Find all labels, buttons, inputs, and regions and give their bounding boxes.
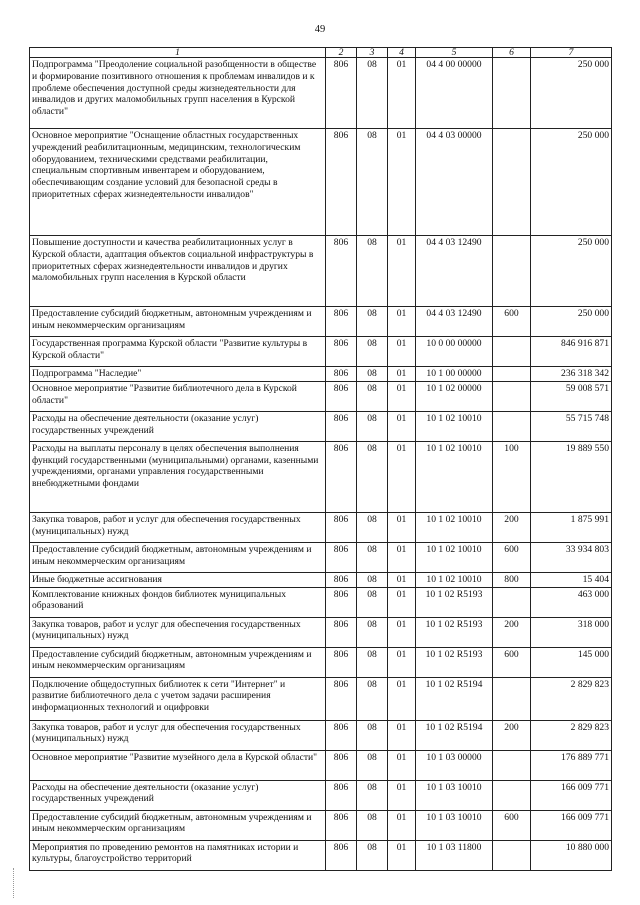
target-article-code: 04 4 03 00000 <box>416 129 493 236</box>
target-article-code: 10 1 02 R5194 <box>416 677 493 720</box>
subsection-code: 01 <box>388 307 416 337</box>
col-header-5: 5 <box>416 48 493 58</box>
section-code: 08 <box>357 572 388 587</box>
expense-type-code <box>493 367 531 382</box>
row-description: Расходы на обеспечение деятельности (оказание услуг) государственных учреждений <box>30 411 326 441</box>
amount: 176 889 771 <box>531 750 612 780</box>
expense-type-code <box>493 677 531 720</box>
section-code: 08 <box>357 780 388 810</box>
page-number: 49 <box>314 24 326 35</box>
subsection-code: 01 <box>388 367 416 382</box>
col-header-7: 7 <box>531 48 612 58</box>
amount: 33 934 803 <box>531 542 612 572</box>
amount: 55 715 748 <box>531 411 612 441</box>
row-description: Закупка товаров, работ и услуг для обеспечения государственных (муниципальных) нужд <box>30 720 326 750</box>
amount: 2 829 823 <box>531 677 612 720</box>
section-code: 08 <box>357 129 388 236</box>
target-article-code: 10 1 02 10010 <box>416 441 493 512</box>
section-code: 08 <box>357 617 388 647</box>
amount: 15 404 <box>531 572 612 587</box>
budget-table <box>29 47 612 871</box>
subsection-code: 01 <box>388 441 416 512</box>
expense-type-code <box>493 780 531 810</box>
row-description: Подпрограмма "Наследие" <box>30 367 326 382</box>
section-code: 08 <box>357 587 388 617</box>
target-article-code: 10 1 02 R5193 <box>416 587 493 617</box>
amount: 166 009 771 <box>531 810 612 840</box>
table-row <box>30 587 612 617</box>
subsection-code: 01 <box>388 720 416 750</box>
amount: 250 000 <box>531 307 612 337</box>
row-description: Закупка товаров, работ и услуг для обеспечения государственных (муниципальных) нужд <box>30 617 326 647</box>
table-row <box>30 780 612 810</box>
expense-type-code <box>493 587 531 617</box>
subsection-code: 01 <box>388 381 416 411</box>
amount: 19 889 550 <box>531 441 612 512</box>
target-article-code: 10 1 02 10010 <box>416 542 493 572</box>
row-description: Подпрограмма "Преодоление социальной разобщенности в обществе и формирование позитивного отношения к проблемам инвалидов и к проблеме обеспечения доступной среды жизнедеятельности для инвалидов и других маломобильных групп населения в Курской области" <box>30 58 326 129</box>
ministry-code: 806 <box>326 441 357 512</box>
column-number-row <box>30 48 612 58</box>
target-article-code: 10 1 03 10010 <box>416 810 493 840</box>
row-description: Закупка товаров, работ и услуг для обеспечения государственных (муниципальных) нужд <box>30 512 326 542</box>
table-row <box>30 367 612 382</box>
row-description: Комплектование книжных фондов библиотек муниципальных образований <box>30 587 326 617</box>
ministry-code: 806 <box>326 840 357 870</box>
subsection-code: 01 <box>388 840 416 870</box>
ministry-code: 806 <box>326 810 357 840</box>
subsection-code: 01 <box>388 677 416 720</box>
ministry-code: 806 <box>326 750 357 780</box>
amount: 236 318 342 <box>531 367 612 382</box>
section-code: 08 <box>357 367 388 382</box>
row-description: Расходы на обеспечение деятельности (оказание услуг) государственных учреждений <box>30 780 326 810</box>
ministry-code: 806 <box>326 572 357 587</box>
table-row <box>30 58 612 129</box>
target-article-code: 10 1 03 00000 <box>416 750 493 780</box>
ministry-code: 806 <box>326 780 357 810</box>
row-description: Государственная программа Курской области "Развитие культуры в Курской области" <box>30 337 326 367</box>
col-header-4: 4 <box>388 48 416 58</box>
section-code: 08 <box>357 512 388 542</box>
expense-type-code <box>493 750 531 780</box>
subsection-code: 01 <box>388 780 416 810</box>
amount: 166 009 771 <box>531 780 612 810</box>
amount: 145 000 <box>531 647 612 677</box>
expense-type-code <box>493 129 531 236</box>
table-row <box>30 441 612 512</box>
row-description: Повышение доступности и качества реабилитационных услуг в Курской области, адаптация объектов социальной инфраструктуры в приоритетных сферах жизнедеятельности инвалидов и других маломобильных групп населения в Курской области <box>30 236 326 307</box>
subsection-code: 01 <box>388 512 416 542</box>
expense-type-code: 200 <box>493 512 531 542</box>
amount: 318 000 <box>531 617 612 647</box>
col-header-2: 2 <box>326 48 357 58</box>
ministry-code: 806 <box>326 129 357 236</box>
target-article-code: 10 1 03 11800 <box>416 840 493 870</box>
scan-margin-mark <box>13 868 15 898</box>
section-code: 08 <box>357 647 388 677</box>
table-row <box>30 129 612 236</box>
table-row <box>30 411 612 441</box>
table-row <box>30 572 612 587</box>
table-row <box>30 381 612 411</box>
ministry-code: 806 <box>326 337 357 367</box>
table-row <box>30 840 612 870</box>
row-description: Мероприятия по проведению ремонтов на памятниках истории и культуры, благоустройство территорий <box>30 840 326 870</box>
subsection-code: 01 <box>388 647 416 677</box>
ministry-code: 806 <box>326 512 357 542</box>
row-description: Иные бюджетные ассигнования <box>30 572 326 587</box>
table-row <box>30 512 612 542</box>
target-article-code: 04 4 00 00000 <box>416 58 493 129</box>
expense-type-code <box>493 236 531 307</box>
expense-type-code <box>493 337 531 367</box>
amount: 463 000 <box>531 587 612 617</box>
expense-type-code <box>493 411 531 441</box>
subsection-code: 01 <box>388 587 416 617</box>
target-article-code: 10 1 02 R5193 <box>416 647 493 677</box>
section-code: 08 <box>357 810 388 840</box>
table-row <box>30 307 612 337</box>
row-description: Предоставление субсидий бюджетным, автономным учреждениям и иным некоммерческим организациям <box>30 810 326 840</box>
section-code: 08 <box>357 750 388 780</box>
amount: 846 916 871 <box>531 337 612 367</box>
expense-type-code: 600 <box>493 810 531 840</box>
amount: 250 000 <box>531 129 612 236</box>
expense-type-code: 600 <box>493 542 531 572</box>
subsection-code: 01 <box>388 542 416 572</box>
expense-type-code: 200 <box>493 617 531 647</box>
ministry-code: 806 <box>326 367 357 382</box>
target-article-code: 10 1 03 10010 <box>416 780 493 810</box>
amount: 250 000 <box>531 58 612 129</box>
section-code: 08 <box>357 307 388 337</box>
target-article-code: 10 1 02 R5194 <box>416 720 493 750</box>
ministry-code: 806 <box>326 677 357 720</box>
section-code: 08 <box>357 337 388 367</box>
section-code: 08 <box>357 411 388 441</box>
row-description: Подключение общедоступных библиотек к сети "Интернет" и развитие библиотечного дела с учетом задачи расширения информационных технологий и оцифровки <box>30 677 326 720</box>
target-article-code: 10 0 00 00000 <box>416 337 493 367</box>
row-description: Основное мероприятие "Оснащение областных государственных учреждений реабилитационным, медицинским, технологическим оборудованием, техническими средствами реабилитации, специальным спортивным инвентарем и оборудованием, обеспечивающим создание условий для безопасной среды в приоритетных сферах жизнедеятельности инвалидов" <box>30 129 326 236</box>
amount: 2 829 823 <box>531 720 612 750</box>
section-code: 08 <box>357 720 388 750</box>
table-row <box>30 542 612 572</box>
ministry-code: 806 <box>326 307 357 337</box>
table-row <box>30 677 612 720</box>
section-code: 08 <box>357 542 388 572</box>
expense-type-code: 100 <box>493 441 531 512</box>
target-article-code: 10 1 02 10010 <box>416 572 493 587</box>
section-code: 08 <box>357 236 388 307</box>
subsection-code: 01 <box>388 617 416 647</box>
subsection-code: 01 <box>388 236 416 307</box>
table-row <box>30 810 612 840</box>
target-article-code: 04 4 03 12490 <box>416 307 493 337</box>
ministry-code: 806 <box>326 381 357 411</box>
subsection-code: 01 <box>388 58 416 129</box>
amount: 59 008 571 <box>531 381 612 411</box>
row-description: Расходы на выплаты персоналу в целях обеспечения выполнения функций государственными (муниципальными) органами, казенными учреждениями, органами управления государственными внебюджетными фондами <box>30 441 326 512</box>
ministry-code: 806 <box>326 720 357 750</box>
target-article-code: 10 1 02 10010 <box>416 512 493 542</box>
section-code: 08 <box>357 381 388 411</box>
expense-type-code <box>493 840 531 870</box>
table-row <box>30 617 612 647</box>
section-code: 08 <box>357 441 388 512</box>
expense-type-code: 600 <box>493 647 531 677</box>
ministry-code: 806 <box>326 587 357 617</box>
amount: 1 875 991 <box>531 512 612 542</box>
row-description: Предоставление субсидий бюджетным, автономным учреждениям и иным некоммерческим организациям <box>30 647 326 677</box>
table-row <box>30 720 612 750</box>
target-article-code: 10 1 02 00000 <box>416 381 493 411</box>
ministry-code: 806 <box>326 647 357 677</box>
row-description: Предоставление субсидий бюджетным, автономным учреждениям и иным некоммерческим организациям <box>30 542 326 572</box>
expense-type-code <box>493 58 531 129</box>
section-code: 08 <box>357 677 388 720</box>
expense-type-code: 600 <box>493 307 531 337</box>
ministry-code: 806 <box>326 617 357 647</box>
table-row <box>30 236 612 307</box>
col-header-6: 6 <box>493 48 531 58</box>
table-row <box>30 750 612 780</box>
expense-type-code <box>493 381 531 411</box>
ministry-code: 806 <box>326 542 357 572</box>
subsection-code: 01 <box>388 129 416 236</box>
target-article-code: 10 1 02 R5193 <box>416 617 493 647</box>
ministry-code: 806 <box>326 236 357 307</box>
col-header-3: 3 <box>357 48 388 58</box>
section-code: 08 <box>357 58 388 129</box>
subsection-code: 01 <box>388 750 416 780</box>
table-row <box>30 647 612 677</box>
target-article-code: 10 1 00 00000 <box>416 367 493 382</box>
subsection-code: 01 <box>388 337 416 367</box>
amount: 250 000 <box>531 236 612 307</box>
target-article-code: 04 4 03 12490 <box>416 236 493 307</box>
subsection-code: 01 <box>388 572 416 587</box>
expense-type-code: 800 <box>493 572 531 587</box>
row-description: Основное мероприятие "Развитие библиотечного дела в Курской области" <box>30 381 326 411</box>
row-description: Основное мероприятие "Развитие музейного дела в Курской области" <box>30 750 326 780</box>
subsection-code: 01 <box>388 411 416 441</box>
table-row <box>30 337 612 367</box>
amount: 10 880 000 <box>531 840 612 870</box>
target-article-code: 10 1 02 10010 <box>416 411 493 441</box>
expense-type-code: 200 <box>493 720 531 750</box>
ministry-code: 806 <box>326 411 357 441</box>
row-description: Предоставление субсидий бюджетным, автономным учреждениям и иным некоммерческим организациям <box>30 307 326 337</box>
ministry-code: 806 <box>326 58 357 129</box>
col-header-1: 1 <box>30 48 326 58</box>
subsection-code: 01 <box>388 810 416 840</box>
section-code: 08 <box>357 840 388 870</box>
